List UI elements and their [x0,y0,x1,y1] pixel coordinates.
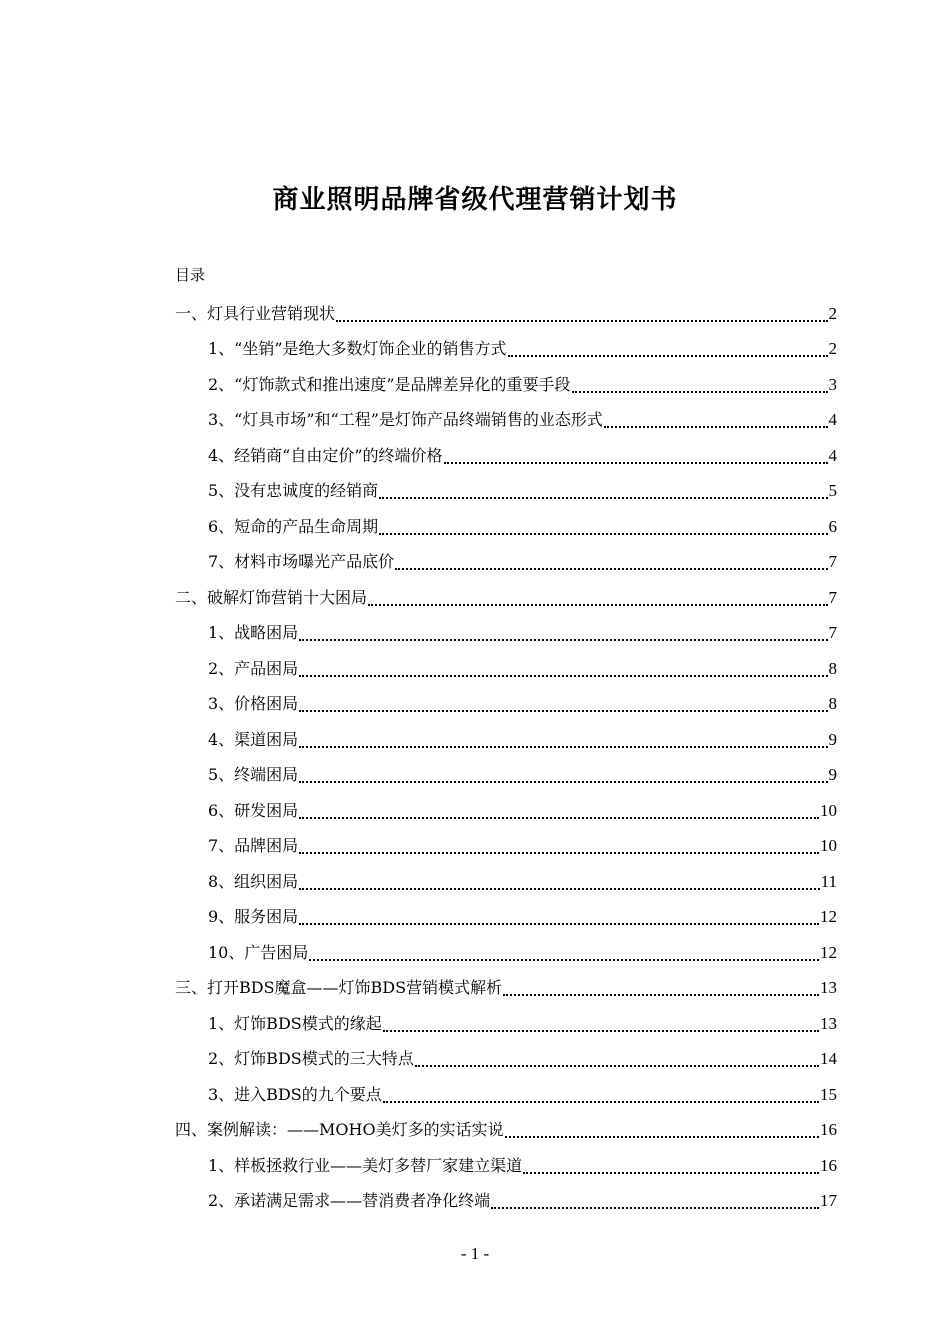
toc-entry[interactable] [175,1042,837,1078]
toc-entry[interactable] [175,829,837,865]
toc-entry-page: 11 [820,871,837,891]
toc-dot-leader [379,533,827,535]
toc-entry-page: 2 [828,303,837,323]
toc-dot-leader [491,1207,819,1209]
toc-entry-page: 13 [820,978,837,998]
toc-entry[interactable] [175,616,837,652]
toc-entry-page: 15 [820,1084,837,1104]
toc-entry-page: 17 [820,1191,837,1211]
toc-entry[interactable] [175,900,837,936]
toc-entry-page: 7 [828,623,837,643]
toc-entry-text: 四、案例解读：——MOHO美灯多的实话实说 [175,1120,504,1140]
toc-dot-leader [309,959,819,961]
toc-dot-leader [523,1172,819,1174]
toc-dot-leader [415,1065,819,1067]
toc-entry-page: 8 [828,658,837,678]
toc-entry-page: 7 [828,587,837,607]
toc-entry-page: 16 [820,1155,837,1175]
toc-entry-page: 3 [828,374,837,394]
toc-entry[interactable] [175,864,837,900]
toc-dot-leader [368,604,827,606]
toc-entry[interactable] [175,758,837,794]
toc-dot-leader [508,355,828,357]
toc-entry-text: 2、承诺满足需求——替消费者净化终端 [208,1191,491,1211]
toc-dot-leader [336,320,827,322]
toc-dot-leader [299,923,819,925]
toc-entry-page: 7 [828,552,837,572]
toc-entry[interactable] [175,1184,837,1220]
toc-entry-page: 6 [828,516,837,536]
toc-entry-page: 9 [828,765,837,785]
toc-dot-leader [299,888,819,890]
toc-dot-leader [383,1101,819,1103]
toc-entry-text: 2、产品困局 [208,658,299,678]
toc-entry[interactable] [175,1006,837,1042]
toc-entry-text: 2、“灯饰款式和推出速度”是品牌差异化的重要手段 [208,374,571,394]
toc-dot-leader [299,675,827,677]
toc-entry-text: 4、渠道困局 [208,729,299,749]
toc-entry[interactable] [175,1113,837,1149]
toc-entry-text: 6、短命的产品生命周期 [208,516,379,536]
toc-entry[interactable] [175,296,837,332]
toc-dot-leader [299,639,827,641]
toc-entry[interactable] [175,722,837,758]
toc-dot-leader [299,852,819,854]
toc-entry-page: 12 [820,907,837,927]
toc-entry-page: 4 [828,445,837,465]
toc-entry-text: 1、灯饰BDS模式的缘起 [208,1013,382,1033]
toc-entry[interactable] [175,1077,837,1113]
toc-entry-text: 1、战略困局 [208,623,299,643]
table-of-contents [175,296,837,1219]
toc-label: 目录 [175,266,206,284]
toc-entry[interactable] [175,474,837,510]
toc-entry-text: 7、材料市场曝光产品底价 [208,552,395,572]
toc-dot-leader [379,497,827,499]
toc-dot-leader [395,568,827,570]
toc-entry[interactable] [175,651,837,687]
toc-entry-page: 2 [828,339,837,359]
toc-dot-leader [604,426,828,428]
toc-entry-page: 10 [820,800,837,820]
toc-entry-page: 9 [828,729,837,749]
toc-entry[interactable] [175,687,837,723]
toc-entry[interactable] [175,509,837,545]
toc-dot-leader [383,1030,819,1032]
toc-entry[interactable] [175,935,837,971]
toc-entry-text: 三、打开BDS魔盒——灯饰BDS营销模式解析 [175,978,503,998]
toc-dot-leader [299,746,827,748]
toc-entry-text: 5、没有忠诚度的经销商 [208,481,379,501]
toc-dot-leader [505,1136,819,1138]
toc-entry[interactable] [175,1148,837,1184]
toc-entry-text: 3、进入BDS的九个要点 [208,1084,382,1104]
toc-entry[interactable] [175,580,837,616]
toc-entry[interactable] [175,438,837,474]
toc-entry-page: 8 [828,694,837,714]
toc-entry-text: 3、价格困局 [208,694,299,714]
toc-entry-page: 16 [820,1120,837,1140]
toc-entry-text: 4、经销商“自由定价”的终端价格 [208,445,443,465]
toc-dot-leader [299,781,827,783]
toc-entry-text: 8、组织困局 [208,871,299,891]
toc-entry[interactable] [175,545,837,581]
toc-dot-leader [444,462,828,464]
toc-entry-page: 5 [828,481,837,501]
toc-entry-text: 9、服务困局 [208,907,299,927]
toc-entry-text: 10、广告困局 [208,942,309,962]
toc-entry-text: 1、“坐销”是绝大多数灯饰企业的销售方式 [208,339,507,359]
toc-entry[interactable] [175,971,837,1007]
toc-entry-text: 1、样板拯救行业——美灯多替厂家建立渠道 [208,1155,523,1175]
toc-entry[interactable] [175,332,837,368]
toc-entry-text: 3、“灯具市场”和“工程”是灯饰产品终端销售的业态形式 [208,410,603,430]
toc-dot-leader [503,994,819,996]
document-title: 商业照明品牌省级代理营销计划书 [272,185,678,215]
toc-entry-page: 10 [820,836,837,856]
toc-entry-page: 12 [820,942,837,962]
toc-entry[interactable] [175,403,837,439]
toc-entry-text: 6、研发困局 [208,800,299,820]
toc-dot-leader [572,391,828,393]
toc-entry-text: 7、品牌困局 [208,836,299,856]
toc-entry-text: 一、灯具行业营销现状 [175,303,336,323]
toc-entry[interactable] [175,793,837,829]
toc-entry-text: 二、破解灯饰营销十大困局 [175,587,368,607]
toc-dot-leader [299,710,827,712]
page-number: - 1 - [460,1244,490,1263]
toc-entry-page: 4 [828,410,837,430]
toc-entry-page: 14 [820,1049,837,1069]
toc-dot-leader [299,817,819,819]
toc-entry-text: 2、灯饰BDS模式的三大特点 [208,1049,414,1069]
toc-entry-page: 13 [820,1013,837,1033]
toc-entry[interactable] [175,367,837,403]
toc-entry-text: 5、终端困局 [208,765,299,785]
